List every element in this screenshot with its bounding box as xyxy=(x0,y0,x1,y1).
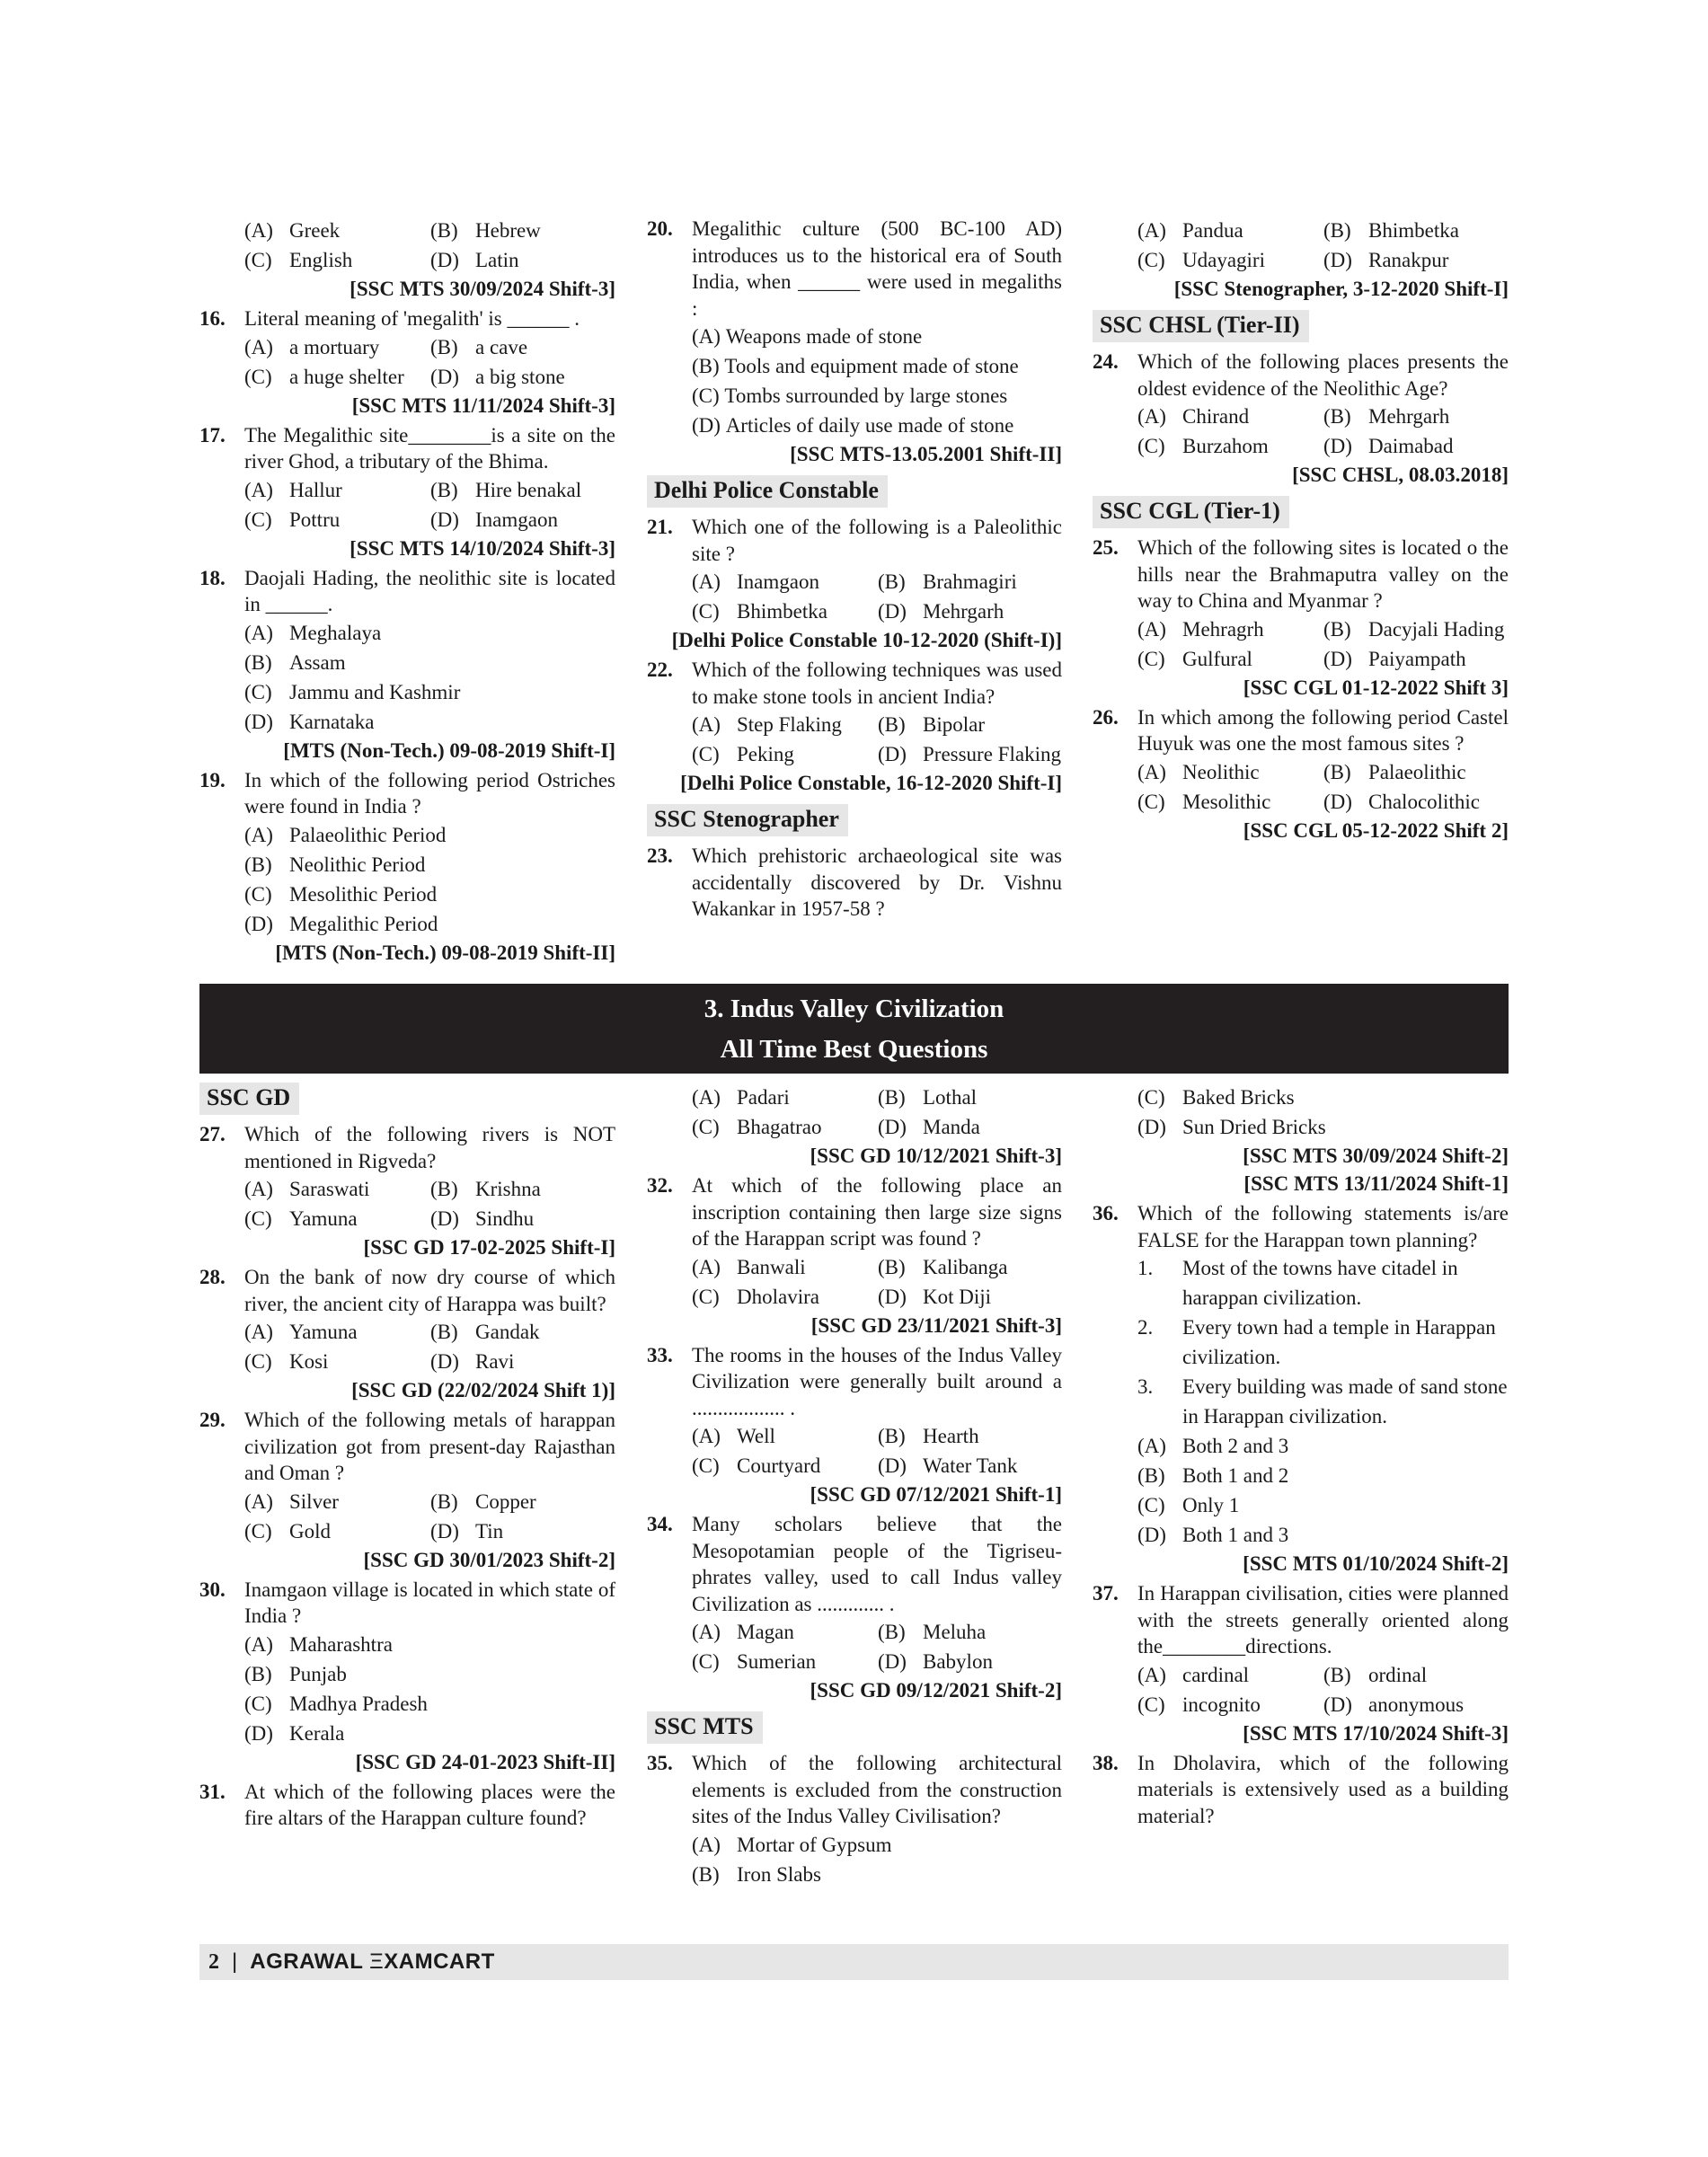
q18-option-b: (B) Assam xyxy=(244,650,346,674)
q16-options-row2: (C) a huge shelter (D) a big stone xyxy=(244,365,565,388)
q29-options-row1: (A) Silver (B) Copper xyxy=(244,1490,536,1513)
question-27: 27. Which of the following rivers is NOT mentioned in Rigveda? xyxy=(199,1123,615,1172)
q19-source: [MTS (Non-Tech.) 09-08-2019 Shift-II] xyxy=(275,941,615,964)
column-a-bottom xyxy=(199,1083,615,1832)
q36-statement-3: 3. Every building was made of sand stone in Harappan civilization. xyxy=(1137,1375,1508,1428)
question-32: 32. At which of the following place an inscription containing then large size signs of the Harappan script was found ? xyxy=(647,1174,1062,1250)
q27-options-row2: (C) Yamuna (D) Sindhu xyxy=(244,1207,535,1230)
q17-options-row2: (C) Pottru (D) Inamgaon xyxy=(244,508,558,531)
q36-statement-2: 2. Every town had a temple in Harappan civilization. xyxy=(1137,1316,1496,1368)
q34-options-row1: (A) Magan (B) Meluha xyxy=(692,1621,987,1643)
question-24: 24. Which of the following places presents the oldest evidence of the Neolithic Age? xyxy=(1093,350,1509,400)
q23-source: [SSC Stenographer, 3-12-2020 Shift-I] xyxy=(1173,278,1509,300)
q16-options-row1: (A) a mortuary (B) a cave xyxy=(244,335,528,358)
q18-option-c: (C) Jammu and Kashmir xyxy=(244,680,461,703)
q36-option-b: (B) Both 1 and 2 xyxy=(1137,1464,1289,1487)
section-heading-delhi-police: Delhi Police Constable xyxy=(647,475,888,508)
q33-source: [SSC GD 07/12/2021 Shift-1] xyxy=(810,1483,1062,1506)
footer-separator: | xyxy=(232,1949,238,1974)
q30-option-b: (B) Punjab xyxy=(244,1662,347,1685)
q36-option-c: (C) Only 1 xyxy=(1137,1494,1240,1516)
q27-options-row1: (A) Saraswati (B) Krishna xyxy=(244,1178,541,1200)
q29-options-row2: (C) Gold (D) Tin xyxy=(244,1519,504,1543)
q24-source: [SSC CHSL, 08.03.2018] xyxy=(1292,464,1509,486)
question-22: 22. Which of the following techniques was used to make stone tools in ancient India? xyxy=(647,659,1062,708)
q15-options-row1: (A) Greek (B) Hebrew xyxy=(244,219,541,242)
q20-source: [SSC MTS-13.05.2001 Shift-II] xyxy=(790,443,1062,465)
q21-source: [Delhi Police Constable 10-12-2020 (Shift-I)] xyxy=(671,629,1062,651)
q35-source-2: [SSC MTS 13/11/2024 Shift-1] xyxy=(1243,1172,1509,1195)
question-33: 33. The rooms in the houses of the Indus Valley Civilization were generally built around a .................. . xyxy=(647,1343,1062,1419)
q35-source-1: [SSC MTS 30/09/2024 Shift-2] xyxy=(1243,1145,1509,1167)
q23-options-row1: (A) Pandua (B) Bhimbetka xyxy=(1137,219,1459,242)
q21-options-row1: (A) Inamgaon (B) Brahmagiri xyxy=(692,570,1017,593)
q31-options-row2: (C) Bhagatrao (D) Manda xyxy=(692,1116,980,1138)
q28-options-row1: (A) Yamuna (B) Gandak xyxy=(244,1321,540,1343)
section-heading-ssc-mts: SSC MTS xyxy=(647,1711,763,1744)
q20-option-b: (B) Tools and equipment made of stone xyxy=(692,355,1019,377)
q32-source: [SSC GD 23/11/2021 Shift-3] xyxy=(810,1313,1062,1337)
question-35: 35. Which of the following architectural elements is excluded from the construction sites of the Indus Valley Civilisation? xyxy=(647,1752,1062,1827)
q20-option-d: (D) Articles of daily use made of stone xyxy=(692,414,1014,437)
chapter-title: 3. Indus Valley Civilization xyxy=(704,995,1004,1023)
section-heading-ssc-stenographer: SSC Stenographer xyxy=(647,804,848,836)
q19-option-b: (B) Neolithic Period xyxy=(244,853,426,876)
section-heading-ssc-chsl: SSC CHSL (Tier-II) xyxy=(1093,310,1309,342)
q30-source: [SSC GD 24-01-2023 Shift-II] xyxy=(355,1750,615,1773)
q25-options-row2: (C) Gulfural (D) Paiyampath xyxy=(1137,647,1466,670)
q35-option-a: (A) Mortar of Gypsum xyxy=(692,1833,892,1856)
q34-source: [SSC GD 09/12/2021 Shift-2] xyxy=(810,1679,1062,1702)
brand-part-1: AGRAWAL xyxy=(250,1949,370,1974)
q18-source: [MTS (Non-Tech.) 09-08-2019 Shift-I] xyxy=(283,738,615,762)
section-heading-ssc-cgl: SSC CGL (Tier-1) xyxy=(1093,496,1289,528)
q36-statement-1: 1. Most of the towns have citadel in harappan civilization. xyxy=(1137,1257,1458,1309)
q35-option-c: (C) Baked Bricks xyxy=(1137,1086,1295,1109)
section-heading-ssc-gd: SSC GD xyxy=(199,1083,299,1115)
question-18: 18. Daojali Hading, the neolithic site is located in ______. xyxy=(199,566,615,615)
question-25: 25. Which of the following sites is located o the hills near the Brahmaputra valley on the way to China and Myanmar ? xyxy=(1093,536,1509,612)
q17-source: [SSC MTS 14/10/2024 Shift-3] xyxy=(350,536,615,560)
q26-options-row2: (C) Mesolithic (D) Chalocolithic xyxy=(1137,790,1480,813)
question-20: 20. Megalithic culture (500 BC-100 AD) introduces us to the historical era of South India, when ______ were used in megaliths : xyxy=(647,217,1062,320)
q19-option-d: (D) Megalithic Period xyxy=(244,912,438,935)
q33-options-row2: (C) Courtyard (D) Water Tank xyxy=(692,1454,1018,1477)
question-29: 29. Which of the following metals of harappan civilization got from present-day Rajasthan and Oman ? xyxy=(199,1409,615,1484)
question-23: 23. Which prehistoric archaeological site was accidentally discovered by Dr. Vishnu Wakankar in 1957-58 ? xyxy=(647,844,1062,920)
question-36: 36. Which of the following statements is/are FALSE for the Harappan town planning? xyxy=(1093,1202,1509,1251)
question-38: 38. In Dholavira, which of the following materials is extensively used as a building material? xyxy=(1093,1751,1509,1827)
q30-option-c: (C) Madhya Pradesh xyxy=(244,1692,428,1715)
q18-option-d: (D) Karnataka xyxy=(244,710,375,733)
q15-source: [SSC MTS 30/09/2024 Shift-3] xyxy=(350,278,615,300)
q36-source: [SSC MTS 01/10/2024 Shift-2] xyxy=(1243,1552,1509,1575)
q28-source: [SSC GD (22/02/2024 Shift 1)] xyxy=(351,1379,615,1401)
q31-options-row1: (A) Padari (B) Lothal xyxy=(692,1086,978,1109)
chapter-banner xyxy=(199,984,1509,1074)
question-34: 34. Many scholars believe that the Mesopotamian people of the Tigriseu-phrates valley, used to call Indus valley Civilization as ............. . xyxy=(647,1513,1062,1615)
question-17: 17. The Megalithic site________is a site on the river Ghod, a tributary of the Bhima. xyxy=(199,423,615,473)
q30-option-d: (D) Kerala xyxy=(244,1721,345,1745)
q22-source: [Delhi Police Constable, 16-12-2020 Shift-I] xyxy=(680,772,1062,794)
q35-option-d: (D) Sun Dried Bricks xyxy=(1137,1116,1326,1138)
chapter-subtitle: All Time Best Questions xyxy=(720,1035,988,1064)
q32-options-row2: (C) Dholavira (D) Kot Diji xyxy=(692,1285,992,1308)
q25-options-row1: (A) Mehragrh (B) Dacyjali Hading xyxy=(1137,617,1505,641)
q30-option-a: (A) Maharashtra xyxy=(244,1632,393,1656)
q36-option-a: (A) Both 2 and 3 xyxy=(1137,1435,1289,1457)
question-26: 26. In which among the following period Castel Huyuk was one the most famous sites ? xyxy=(1093,705,1509,755)
column-c-bottom xyxy=(1093,1083,1509,1829)
q33-options-row1: (A) Well (B) Hearth xyxy=(692,1425,979,1447)
q20-option-a: (A) Weapons made of stone xyxy=(692,325,923,348)
column-c-top xyxy=(1093,216,1509,844)
q37-source: [SSC MTS 17/10/2024 Shift-3] xyxy=(1243,1721,1509,1745)
q34-options-row2: (C) Sumerian (D) Babylon xyxy=(692,1650,993,1673)
question-30: 30. Inamgaon village is located in which state of India ? xyxy=(199,1578,615,1627)
q28-options-row2: (C) Kosi (D) Ravi xyxy=(244,1350,515,1373)
column-b-bottom xyxy=(647,1083,1062,1889)
q19-option-a: (A) Palaeolithic Period xyxy=(244,823,447,846)
q26-source: [SSC CGL 05-12-2022 Shift 2] xyxy=(1243,818,1509,842)
q19-option-c: (C) Mesolithic Period xyxy=(244,882,438,906)
q29-source: [SSC GD 30/01/2023 Shift-2] xyxy=(363,1548,615,1571)
q31-source: [SSC GD 10/12/2021 Shift-3] xyxy=(810,1145,1062,1167)
q26-options-row1: (A) Neolithic (B) Palaeolithic xyxy=(1137,760,1466,783)
q24-options-row2: (C) Burzahom (D) Daimabad xyxy=(1137,435,1454,457)
q20-option-c: (C) Tombs surrounded by large stones xyxy=(692,385,1008,407)
q15-options-row2: (C) English (D) Latin xyxy=(244,249,519,271)
q21-options-row2: (C) Bhimbetka (D) Mehrgarh xyxy=(692,600,1004,623)
q25-source: [SSC CGL 01-12-2022 Shift 3] xyxy=(1243,676,1509,699)
q27-source: [SSC GD 17-02-2025 Shift-I] xyxy=(363,1236,615,1259)
publisher-logo xyxy=(250,1949,495,1975)
q23-options-row2: (C) Udayagiri (D) Ranakpur xyxy=(1137,249,1449,271)
column-b-top xyxy=(647,216,1062,923)
question-31: 31. At which of the following places were the fire altars of the Harappan culture found? xyxy=(199,1780,615,1829)
q37-options-row1: (A) cardinal (B) ordinal xyxy=(1137,1663,1428,1686)
q22-options-row1: (A) Step Flaking (B) Bipolar xyxy=(692,713,985,736)
q37-options-row2: (C) incognito (D) anonymous xyxy=(1137,1693,1465,1716)
column-a-top xyxy=(199,216,615,967)
question-37: 37. In Harappan civilisation, cities were planned with the streets generally oriented along the________directions. xyxy=(1093,1582,1509,1658)
q36-option-d: (D) Both 1 and 3 xyxy=(1137,1524,1289,1546)
page-number: 2 xyxy=(208,1949,219,1974)
question-19: 19. In which of the following period Ostriches were found in India ? xyxy=(199,768,615,818)
question-28: 28. On the bank of now dry course of which river, the ancient city of Harappa was built? xyxy=(199,1266,615,1315)
q17-options-row1: (A) Hallur (B) Hire benakal xyxy=(244,478,582,501)
q32-options-row1: (A) Banwali (B) Kalibanga xyxy=(692,1255,1008,1278)
q16-source: [SSC MTS 11/11/2024 Shift-3] xyxy=(351,393,615,417)
q24-options-row1: (A) Chirand (B) Mehrgarh xyxy=(1137,405,1450,428)
brand-stylized-e: Ξ xyxy=(369,1949,385,1974)
q35-option-b: (B) Iron Slabs xyxy=(692,1862,821,1886)
question-16: 16. Literal meaning of 'megalith' is ______ . xyxy=(199,307,580,330)
q18-option-a: (A) Meghalaya xyxy=(244,621,382,644)
q22-options-row2: (C) Peking (D) Pressure Flaking xyxy=(692,743,1061,765)
brand-part-2: XAMCART xyxy=(384,1949,495,1974)
page-footer xyxy=(199,1944,1509,1980)
question-21: 21. Which one of the following is a Paleolithic site ? xyxy=(647,516,1062,565)
